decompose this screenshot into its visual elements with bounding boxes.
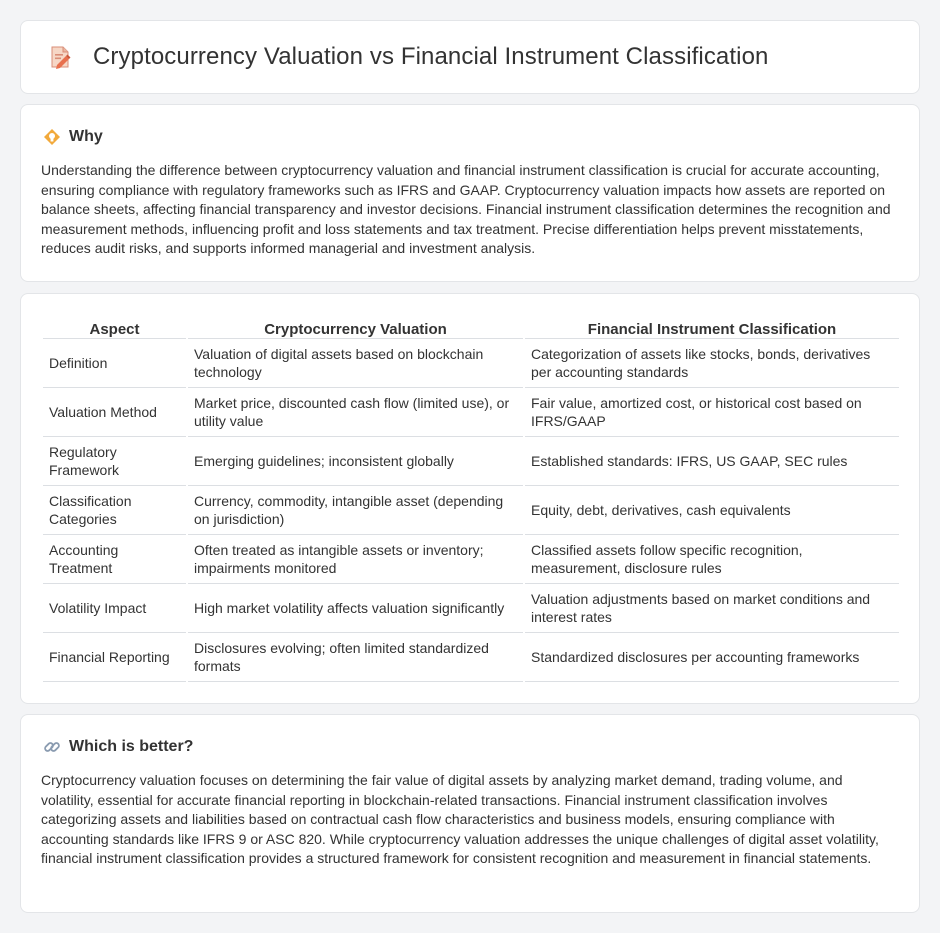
table-row <box>43 583 899 632</box>
table-row <box>43 436 899 485</box>
document-pencil-icon <box>47 44 73 70</box>
comparison-card <box>20 293 920 704</box>
crypto-cell: Market price, discounted cash flow (limited use), or utility value <box>187 387 524 436</box>
aspect-cell: Classification Categories <box>43 485 187 534</box>
aspect-cell: Volatility Impact <box>43 583 187 632</box>
table-row <box>43 338 899 387</box>
instrument-cell: Fair value, amortized cost, or historical cost based on IFRS/GAAP <box>524 387 899 436</box>
why-card <box>20 104 920 282</box>
which-is-better-card <box>20 714 920 913</box>
title-card <box>20 20 920 94</box>
header-cryptocurrency-valuation: Cryptocurrency Valuation <box>187 316 524 338</box>
better-header <box>21 715 919 757</box>
page-title: Cryptocurrency Valuation vs Financial Instrument Classification <box>93 43 769 70</box>
link-icon <box>43 738 61 756</box>
aspect-cell: Regulatory Framework <box>43 436 187 485</box>
diamond-bulb-icon <box>43 128 61 146</box>
crypto-cell: High market volatility affects valuation significantly <box>187 583 524 632</box>
crypto-cell: Valuation of digital assets based on blockchain technology <box>187 338 524 387</box>
aspect-cell: Valuation Method <box>43 387 187 436</box>
aspect-cell: Accounting Treatment <box>43 534 187 583</box>
why-text: Understanding the difference between cryptocurrency valuation and financial instrument classification is crucial for accurate accounting, ensuring compliance with regulatory frameworks such as IFRS and GAAP. Cryptocurrency valuation impacts how assets are reported on balance sheets, affecting financial transparency and investor decisions. Financial instrument classification determines the recognition and measurement methods, influencing profit and loss statements and tax treatment. Precise differentiation helps prevent misstatements, reduces audit risks, and supports informed managerial and investment analysis. <box>41 162 891 256</box>
better-text: Cryptocurrency valuation focuses on determining the fair value of digital assets by analyzing market demand, trading volume, and volatility, essential for accurate financial reporting in blockchain-related transactions. Financial instrument classification involves categorizing assets and liabilities based on contractual cash flow characteristics and business models, ensuring compliance with accounting standards like IFRS 9 or ASC 820. While cryptocurrency valuation addresses the unique challenges of digital asset volatility, financial instrument classification provides a structured framework for consistent recognition and measurement in financial statements. <box>41 772 879 866</box>
table-row <box>43 632 899 681</box>
why-header <box>21 105 919 147</box>
crypto-cell: Disclosures evolving; often limited standardized formats <box>187 632 524 681</box>
title-row <box>21 21 919 93</box>
instrument-cell: Equity, debt, derivatives, cash equivalents <box>524 485 899 534</box>
crypto-cell: Often treated as intangible assets or inventory; impairments monitored <box>187 534 524 583</box>
instrument-cell: Standardized disclosures per accounting frameworks <box>524 632 899 681</box>
why-title: Why <box>69 128 103 145</box>
instrument-cell: Classified assets follow specific recognition, measurement, disclosure rules <box>524 534 899 583</box>
aspect-cell: Definition <box>43 338 187 387</box>
table-header-row <box>43 316 899 338</box>
instrument-cell: Valuation adjustments based on market conditions and interest rates <box>524 583 899 632</box>
table-row <box>43 387 899 436</box>
instrument-cell: Categorization of assets like stocks, bonds, derivatives per accounting standards <box>524 338 899 387</box>
aspect-cell: Financial Reporting <box>43 632 187 681</box>
better-title: Which is better? <box>69 738 194 755</box>
table-row <box>43 485 899 534</box>
table-row <box>43 534 899 583</box>
instrument-cell: Established standards: IFRS, US GAAP, SEC rules <box>524 436 899 485</box>
comparison-table <box>43 316 899 682</box>
crypto-cell: Currency, commodity, intangible asset (depending on jurisdiction) <box>187 485 524 534</box>
header-aspect: Aspect <box>43 316 187 338</box>
header-financial-instrument-classification: Financial Instrument Classification <box>524 316 899 338</box>
crypto-cell: Emerging guidelines; inconsistent globally <box>187 436 524 485</box>
